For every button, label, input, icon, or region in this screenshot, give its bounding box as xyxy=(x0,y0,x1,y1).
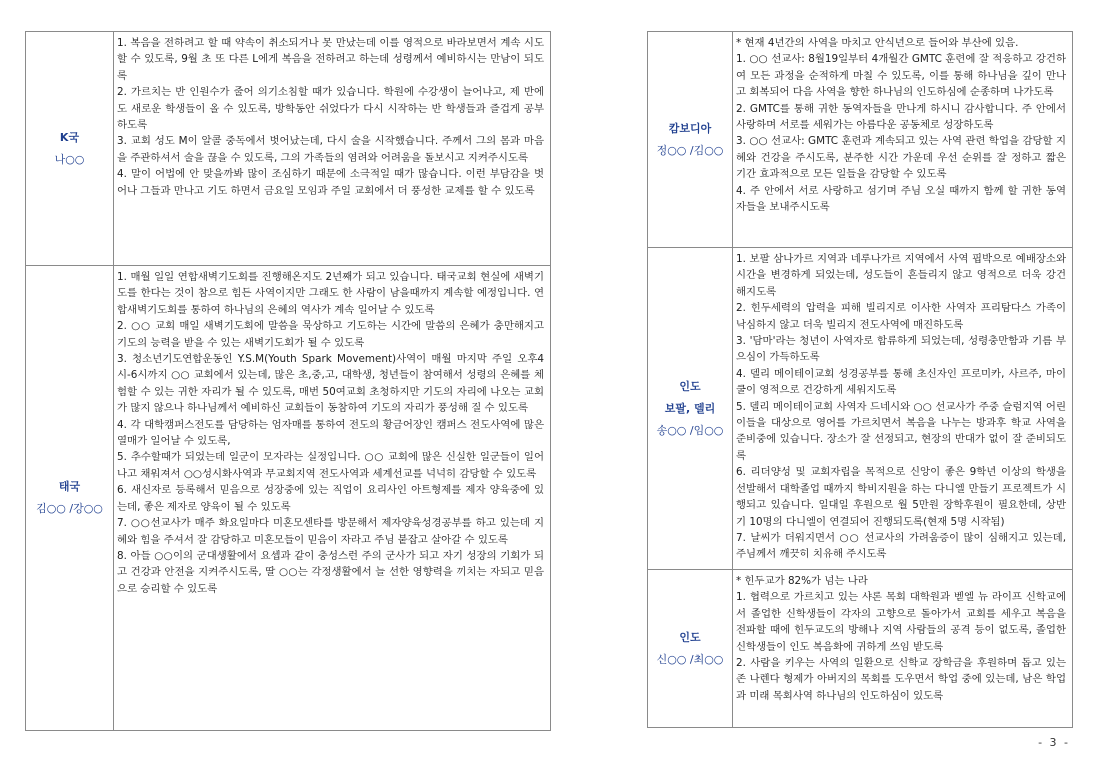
country-name: K국 xyxy=(59,130,80,144)
prayer-item: 6. 리더양성 및 교회자립을 목적으로 신앙이 좋은 9학년 이상의 학생을 선발해서 대학졸업 때까지 학비지원을 하는 다니엘 만들기 프로젝트가 시행되고 있습니다. 일대일 후원으로 월 5만원 장학후원이 필요한데, 상반기 10명의 다니엘이 연결되어 진행되도록(현재 5명 시작됨) xyxy=(736,466,1066,528)
mission-label xyxy=(648,32,733,248)
table-row xyxy=(648,32,1073,248)
prayer-item: 3. 청소년기도연합운동인 Y.S.M(Youth Spark Movement)사역이 매월 마지막 주일 오후4시-6시까지 ○○ 교회에서 있는데, 많은 초,중,고, 대학생, 청년들이 참여해서 성령의 은혜를 체험할 수 있는 귀한 자리가 될 수 있도록, 매번 50여교회 초청하지만 기도의 자리에 나오는 교회가 많지 않으나 하나님께서 예비하신 교회들이 동참하여 기도의 자리가 풍성해 질 수 있도록 xyxy=(117,353,544,415)
missionary-name: 나○○ xyxy=(54,152,85,166)
prayer-item: 7. 날씨가 더워지면서 ○○ 선교사의 가려움증이 많이 심해지고 있는데, 주님께서 깨끗히 치유해 주시도록 xyxy=(736,531,1066,561)
country-name: 인도 xyxy=(679,630,701,644)
prayer-item: * 힌두교가 82%가 넘는 나라 xyxy=(736,575,868,587)
country-name: 태국 xyxy=(58,480,81,493)
prayer-item: 1. 협력으로 가르치고 있는 샤론 목회 대학원과 벧엘 뉴 라이프 신학교에서 졸업한 신학생들이 각자의 고향으로 돌아가서 교회를 세우고 복음을 전파할 때에 힌두교도의 방해나 지역 사람들의 공격 등이 없도록, 졸업한 신학생들이 인도 복음화에 귀하게 쓰임 받도록 xyxy=(736,591,1066,653)
page-number: - 3 - xyxy=(1038,736,1070,749)
country-name: 인도 xyxy=(679,379,701,393)
missionary-name: 신○○ /최○○ xyxy=(656,652,724,666)
table-row xyxy=(648,570,1073,728)
prayer-item: 2. 가르치는 반 인원수가 줄어 의기소침할 때가 있습니다. 학원에 수강생이 늘어나고, 제 반에도 새로운 학생들이 올 수 있도록, 방학동안 쉬었다가 다시 시작하는 반 학생들과 즐겁게 공부하도록 xyxy=(117,86,544,132)
mission-label xyxy=(26,266,114,731)
prayer-item: 8. 아들 ○○이의 군대생활에서 요셉과 같이 충성스런 주의 군사가 되고 자기 성장의 기회가 되고 건강과 안전을 지켜주시도록, 딸 ○○는 각정생활에서 늘 선한 영향력을 끼치는 자되고 믿음으로 승리할 수 있도록 xyxy=(117,549,544,595)
prayer-item: 5. 추수할때가 되었는데 일군이 모자라는 실정입니다. ○○ 교회에 많은 신실한 일군들이 일어나고 채워져서 ○○성시화사역과 무교회지역 전도사역과 세계선교를 넉넉히 감당할 수 있도록 xyxy=(117,451,544,480)
prayer-list xyxy=(733,32,1073,248)
prayer-item: 1. ○○ 선교사: 8월19일부터 4개월간 GMTC 훈련에 잘 적응하고 강건하여 모든 과정을 순적하게 마칠 수 있도록, 이를 통해 하나님을 깊이 만나고 회복되어 다음 사역을 향한 하나님의 인도하심에 순종하며 나가도록 xyxy=(736,53,1066,99)
prayer-list xyxy=(733,570,1073,728)
prayer-table-left xyxy=(25,31,551,731)
prayer-item: 1. 매월 일일 연합새벽기도회를 진행해온지도 2년째가 되고 있습니다. 태국교회 현실에 새벽기도를 한다는 것이 참으로 힘든 사역이지만 그래도 한 사람이 남을때까지 계속할 예정입니다. 연합새벽기도회를 통하여 하나님의 은혜의 역사가 계속 일어날 수 있도록 xyxy=(117,271,544,316)
prayer-item: 4. 델리 메이테이교회 성경공부를 통해 초신자인 프로미카, 사르주, 마이쿨이 영적으로 건강하게 세워지도록 xyxy=(736,367,1066,397)
missionary-name: 김○○ /강○○ xyxy=(36,502,103,515)
prayer-item: 2. ○○ 교회 매일 새벽기도회에 말씀을 묵상하고 기도하는 시간에 말씀의 은혜가 충만해지고 기도의 능력을 받을 수 있는 새벽기도회가 될 수 있도록 xyxy=(117,320,544,349)
mission-label xyxy=(26,32,114,266)
prayer-item: 4. 주 안에서 서로 사랑하고 섬기며 주님 오실 때까지 함께 할 귀한 동역자들을 보내주시도록 xyxy=(736,184,1066,214)
prayer-item: 2. 힌두세력의 압력을 피해 빌리지로 이사한 사역자 프리탐다스 가족이 낙심하지 않고 더욱 빌리지 전도사역에 매진하도록 xyxy=(736,302,1066,331)
table-row xyxy=(26,266,551,731)
region-name: 보팔, 델리 xyxy=(664,401,716,415)
prayer-item: 4. 말이 어법에 안 맞을까봐 많이 조심하기 때문에 소극적일 때가 많습니다. 이런 부담감을 벗어나 그들과 만나고 기도 하면서 금요일 모임과 주일 교회에서 더 풍성한 교제를 할 수 있도록 xyxy=(117,168,544,197)
prayer-item: 5. 델리 메이테이교회 사역자 드네시와 ○○ 선교사가 주중 슬럼지역 어린이들을 대상으로 영어를 가르치면서 복음을 나누는 방과후 학교 사역을 준비중에 있습니다. 장소가 잘 선정되고, 현장의 반대가 없이 잘 준비되도록 xyxy=(736,400,1066,462)
prayer-item: 6. 새신자로 등록해서 믿음으로 성장중에 있는 직업이 요리사인 아트형제를 제자 양육중에 있는데, 좋은 제자로 양육이 될 수 있도록 xyxy=(117,484,544,513)
mission-label xyxy=(648,570,733,728)
prayer-item: 3. '담마'라는 청년이 사역자로 합류하게 되었는데, 성령충만함과 기름 부으심이 가득하도록 xyxy=(736,335,1066,364)
prayer-item: 7. ○○선교사가 매주 화요일마다 미혼모센타를 방문해서 제자양육성경공부를 하고 있는데 지혜와 힘을 주셔서 잘 감당하고 미혼모들이 믿음이 자라고 주님 붙잡고 살아갈 수 있도록 xyxy=(117,517,544,546)
prayer-item: 2. GMTC를 통해 귀한 동역자들을 만나게 하시니 감사합니다. 주 안에서 사랑하며 서로를 세워가는 아름다운 공동체로 성장하도록 xyxy=(736,102,1066,132)
country-name: 캄보디아 xyxy=(668,121,712,135)
prayer-item: 1. 보팔 삼나가르 지역과 네루나가르 지역에서 사역 핍박으로 예배장소와 시간을 변경하게 되었는데, 성도들이 흔들리지 않고 영적으로 더욱 강건해지도록 xyxy=(736,253,1066,298)
prayer-list xyxy=(114,266,551,731)
prayer-list xyxy=(733,248,1073,570)
prayer-item: * 현재 4년간의 사역을 마치고 안식년으로 들어와 부산에 있음. xyxy=(736,37,1019,49)
table-row xyxy=(26,32,551,266)
missionary-name: 정○○ /김○○ xyxy=(656,143,724,157)
mission-label xyxy=(648,248,733,570)
prayer-item: 3. ○○ 선교사: GMTC 훈련과 계속되고 있는 사역 관련 학업을 감당할 지혜와 건강을 주시도록, 분주한 시간 가운데 우선 순위를 잘 정하고 짧은 기간 효과적으로 모든 일들을 감당할 수 있도록 xyxy=(736,135,1066,181)
prayer-table-right xyxy=(647,31,1073,728)
prayer-item: 4. 각 대학캠퍼스전도를 담당하는 엄자매를 통하여 전도의 황금어장인 캠퍼스 전도사역에 많은 열매가 일어날 수 있도록, xyxy=(117,418,544,448)
prayer-item: 2. 사람을 키우는 사역의 일환으로 신학교 장학금을 후원하며 돕고 있는 존 나렌다 형제가 아버지의 목회를 도우면서 학업 중에 있는데, 남은 학업과 미래 목회사역 하나님의 인도하심이 있도록 xyxy=(736,657,1066,702)
missionary-name: 송○○ /임○○ xyxy=(656,423,724,437)
prayer-list xyxy=(114,32,551,266)
table-row xyxy=(648,248,1073,570)
prayer-item: 1. 복음을 전하려고 할 때 약속이 취소되거나 못 만났는데 이를 영적으로 바라보면서 계속 시도할 수 있도록, 9월 초 또 다른 L에게 복음을 전하려고 하는데 성령께서 예비하시는 만남이 되도록 xyxy=(117,37,544,82)
prayer-item: 3. 교회 성도 M이 알콜 중독에서 벗어났는데, 다시 술을 시작했습니다. 주께서 그의 몸과 마음을 주관하셔서 술을 끊을 수 있도록, 그의 가족들의 염려와 어려움을 돌보시고 지켜주시도록 xyxy=(117,135,544,164)
